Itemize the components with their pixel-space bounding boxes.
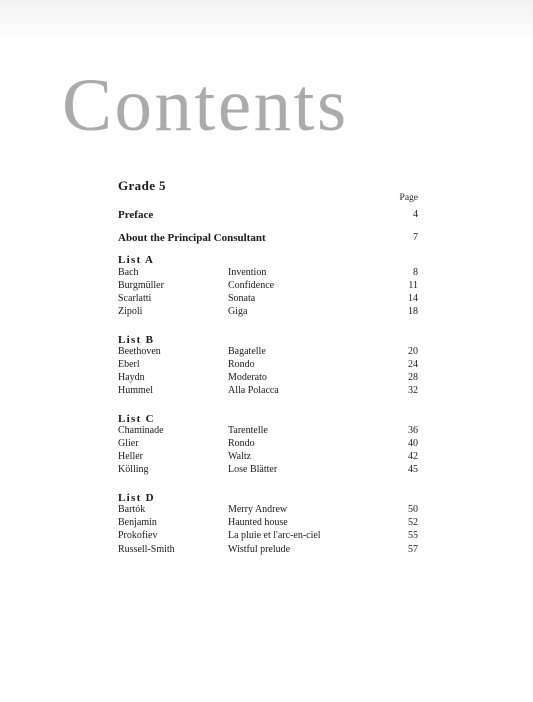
- page-number: 57: [408, 544, 418, 555]
- page-number: 52: [408, 517, 418, 528]
- toc-entry-about-principal-consultant[interactable]: [118, 230, 418, 246]
- piece-title: Haunted house: [228, 517, 288, 528]
- page-number: 28: [408, 372, 418, 383]
- composer-name: Eberl: [118, 359, 140, 370]
- toc-entry-preface[interactable]: [118, 207, 418, 223]
- composer-name: Burgmüller: [118, 280, 164, 291]
- page-top-edge: [0, 0, 533, 42]
- page-number: 45: [408, 464, 418, 475]
- composer-name: Bartók: [118, 504, 146, 515]
- composer-name: Scarlatti: [118, 293, 152, 304]
- list-a-heading: List A: [118, 254, 155, 266]
- page-number: 50: [408, 504, 418, 515]
- page-number: 36: [408, 425, 418, 436]
- piece-title: Wistful prelude: [228, 544, 291, 555]
- piece-title: La pluie et l'arc-en-ciel: [228, 530, 321, 541]
- piece-title: Tarentelle: [228, 425, 268, 436]
- piece-title: Sonata: [228, 293, 256, 304]
- piece-title: Moderato: [228, 372, 267, 383]
- page-number: 20: [408, 346, 418, 357]
- composer-name: Russell-Smith: [118, 544, 175, 555]
- composer-name: Bach: [118, 267, 139, 278]
- piece-title: Rondo: [228, 359, 255, 370]
- toc-row[interactable]: [118, 383, 418, 399]
- composer-name: Chaminade: [118, 425, 164, 436]
- composer-name: Kölling: [118, 464, 149, 475]
- piece-title: Waltz: [228, 451, 252, 462]
- piece-title: Rondo: [228, 438, 255, 449]
- composer-name: Benjamin: [118, 517, 157, 528]
- page-number: 14: [408, 293, 418, 304]
- toc-entry-page: 4: [413, 209, 418, 220]
- piece-title: Alla Polacca: [228, 385, 279, 396]
- grade-heading: Grade 5: [118, 178, 166, 193]
- composer-name: Glier: [118, 438, 139, 449]
- composer-name: Hummel: [118, 385, 153, 396]
- piece-title: Invention: [228, 267, 267, 278]
- piece-title: Lose Blätter: [228, 464, 278, 475]
- page-number: 42: [408, 451, 418, 462]
- composer-name: Prokofiev: [118, 530, 158, 541]
- page-number: 40: [408, 438, 418, 449]
- page-number: 8: [413, 267, 418, 278]
- page-number: 11: [408, 280, 418, 291]
- list-b-heading: List B: [118, 334, 155, 346]
- page-number: 55: [408, 530, 418, 541]
- list-d-heading: List D: [118, 492, 155, 504]
- page-column-label: Page: [399, 193, 418, 203]
- page-number: 24: [408, 359, 418, 370]
- composer-name: Beethoven: [118, 346, 161, 357]
- piece-title: Giga: [228, 306, 248, 317]
- toc-entry-title: Preface: [118, 209, 154, 221]
- toc-row[interactable]: [118, 462, 418, 478]
- toc-entry-title: About the Principal Consultant: [118, 232, 266, 244]
- piece-title: Bagatelle: [228, 346, 266, 357]
- page-number: 32: [408, 385, 418, 396]
- toc-row[interactable]: [118, 542, 418, 558]
- composer-name: Heller: [118, 451, 143, 462]
- toc-row[interactable]: [118, 304, 418, 320]
- piece-title: Confidence: [228, 280, 275, 291]
- toc-entry-page: 7: [413, 232, 418, 243]
- page-number: 18: [408, 306, 418, 317]
- composer-name: Haydn: [118, 372, 145, 383]
- composer-name: Zipoli: [118, 306, 143, 317]
- contents-heading: Contents: [62, 64, 349, 147]
- list-c-heading: List C: [118, 413, 155, 425]
- piece-title: Merry Andrew: [228, 504, 288, 515]
